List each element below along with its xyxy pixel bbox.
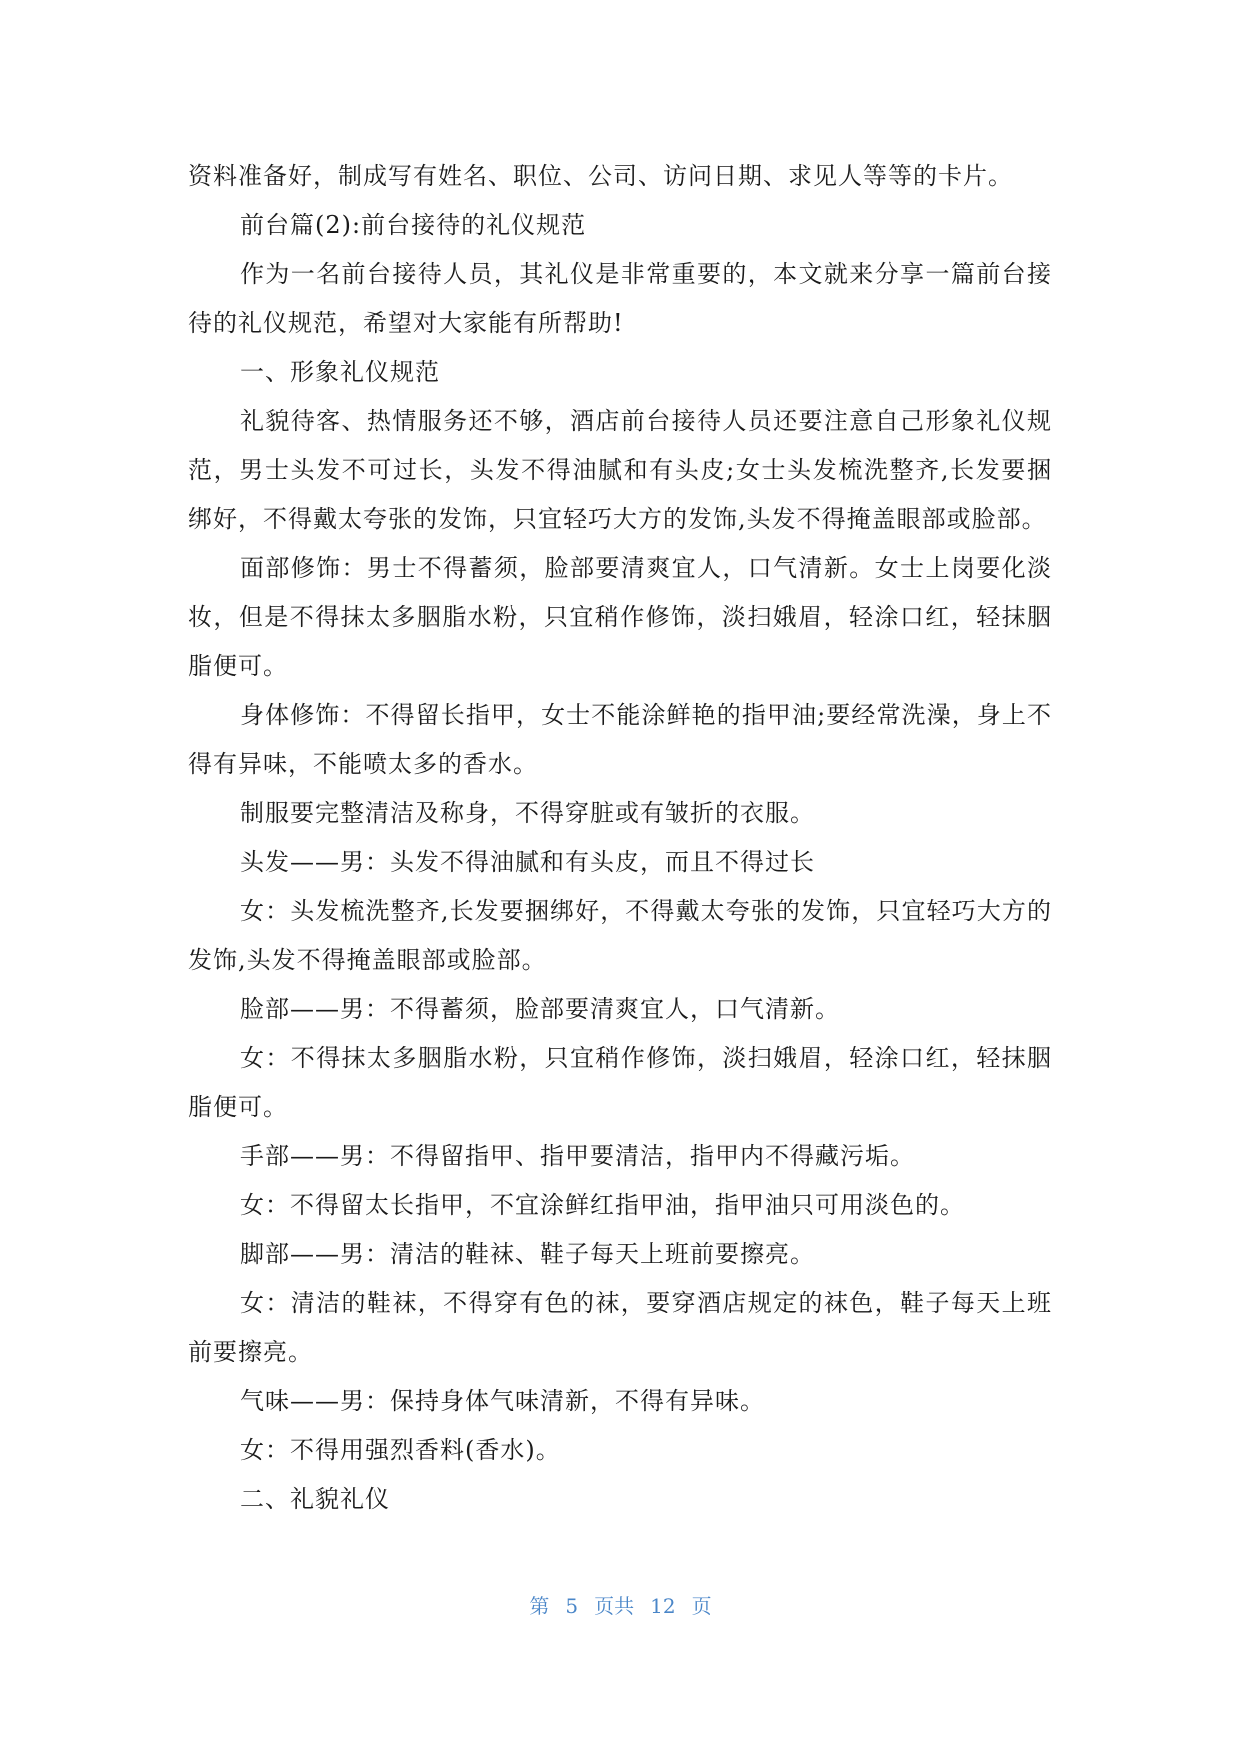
paragraph: 面部修饰：男士不得蓄须，脸部要清爽宜人，口气清新。女士上岗要化淡妆，但是不得抹太多胭脂水粉，只宜稍作修饰，淡扫娥眉，轻涂口红，轻抹胭脂便可。 (188, 554, 1052, 680)
paragraph: 作为一名前台接待人员，其礼仪是非常重要的，本文就来分享一篇前台接待的礼仪规范，希望对大家能有所帮助! (188, 260, 1052, 337)
section-heading: 二、礼貌礼仪 (240, 1485, 390, 1513)
footer-prefix: 第 (529, 1594, 550, 1618)
current-page-number: 5 (565, 1594, 579, 1618)
paragraph: 资料准备好，制成写有姓名、职位、公司、访问日期、求见人等等的卡片。 (188, 162, 1013, 190)
paragraph: 脚部——男：清洁的鞋袜、鞋子每天上班前要擦亮。 (240, 1240, 815, 1268)
paragraph: 礼貌待客、热情服务还不够，酒店前台接待人员还要注意自己形象礼仪规范，男士头发不可过长，头发不得油腻和有头皮;女士头发梳洗整齐,长发要捆绑好，不得戴太夸张的发饰，只宜轻巧大方的发饰,头发不得掩盖眼部或脸部。 (188, 407, 1052, 533)
paragraph: 女：清洁的鞋袜，不得穿有色的袜，要穿酒店规定的袜色，鞋子每天上班前要擦亮。 (188, 1289, 1052, 1366)
section-heading: 前台篇(2):前台接待的礼仪规范 (240, 211, 587, 239)
document-body (188, 152, 1052, 1524)
section-heading: 一、形象礼仪规范 (240, 358, 440, 386)
footer-middle: 页共 (594, 1594, 635, 1618)
paragraph: 身体修饰：不得留长指甲，女士不能涂鲜艳的指甲油;要经常洗澡，身上不得有异味，不能喷太多的香水。 (188, 701, 1052, 778)
paragraph: 女：不得留太长指甲，不宜涂鲜红指甲油，指甲油只可用淡色的。 (240, 1191, 965, 1219)
paragraph: 脸部——男：不得蓄须，脸部要清爽宜人，口气清新。 (240, 995, 840, 1023)
paragraph: 女：头发梳洗整齐,长发要捆绑好，不得戴太夸张的发饰，只宜轻巧大方的发饰,头发不得掩盖眼部或脸部。 (188, 897, 1052, 974)
page-footer (0, 1590, 1241, 1619)
footer-suffix: 页 (691, 1594, 712, 1618)
paragraph: 制服要完整清洁及称身，不得穿脏或有皱折的衣服。 (240, 799, 815, 827)
paragraph: 头发——男：头发不得油腻和有头皮，而且不得过长 (240, 848, 815, 876)
total-pages-number: 12 (650, 1594, 676, 1618)
paragraph: 手部——男：不得留指甲、指甲要清洁，指甲内不得藏污垢。 (240, 1142, 915, 1170)
paragraph: 女：不得抹太多胭脂水粉，只宜稍作修饰，淡扫娥眉，轻涂口红，轻抹胭脂便可。 (188, 1044, 1052, 1121)
paragraph: 气味——男：保持身体气味清新，不得有异味。 (240, 1387, 765, 1415)
paragraph: 女：不得用强烈香料(香水)。 (240, 1436, 561, 1464)
